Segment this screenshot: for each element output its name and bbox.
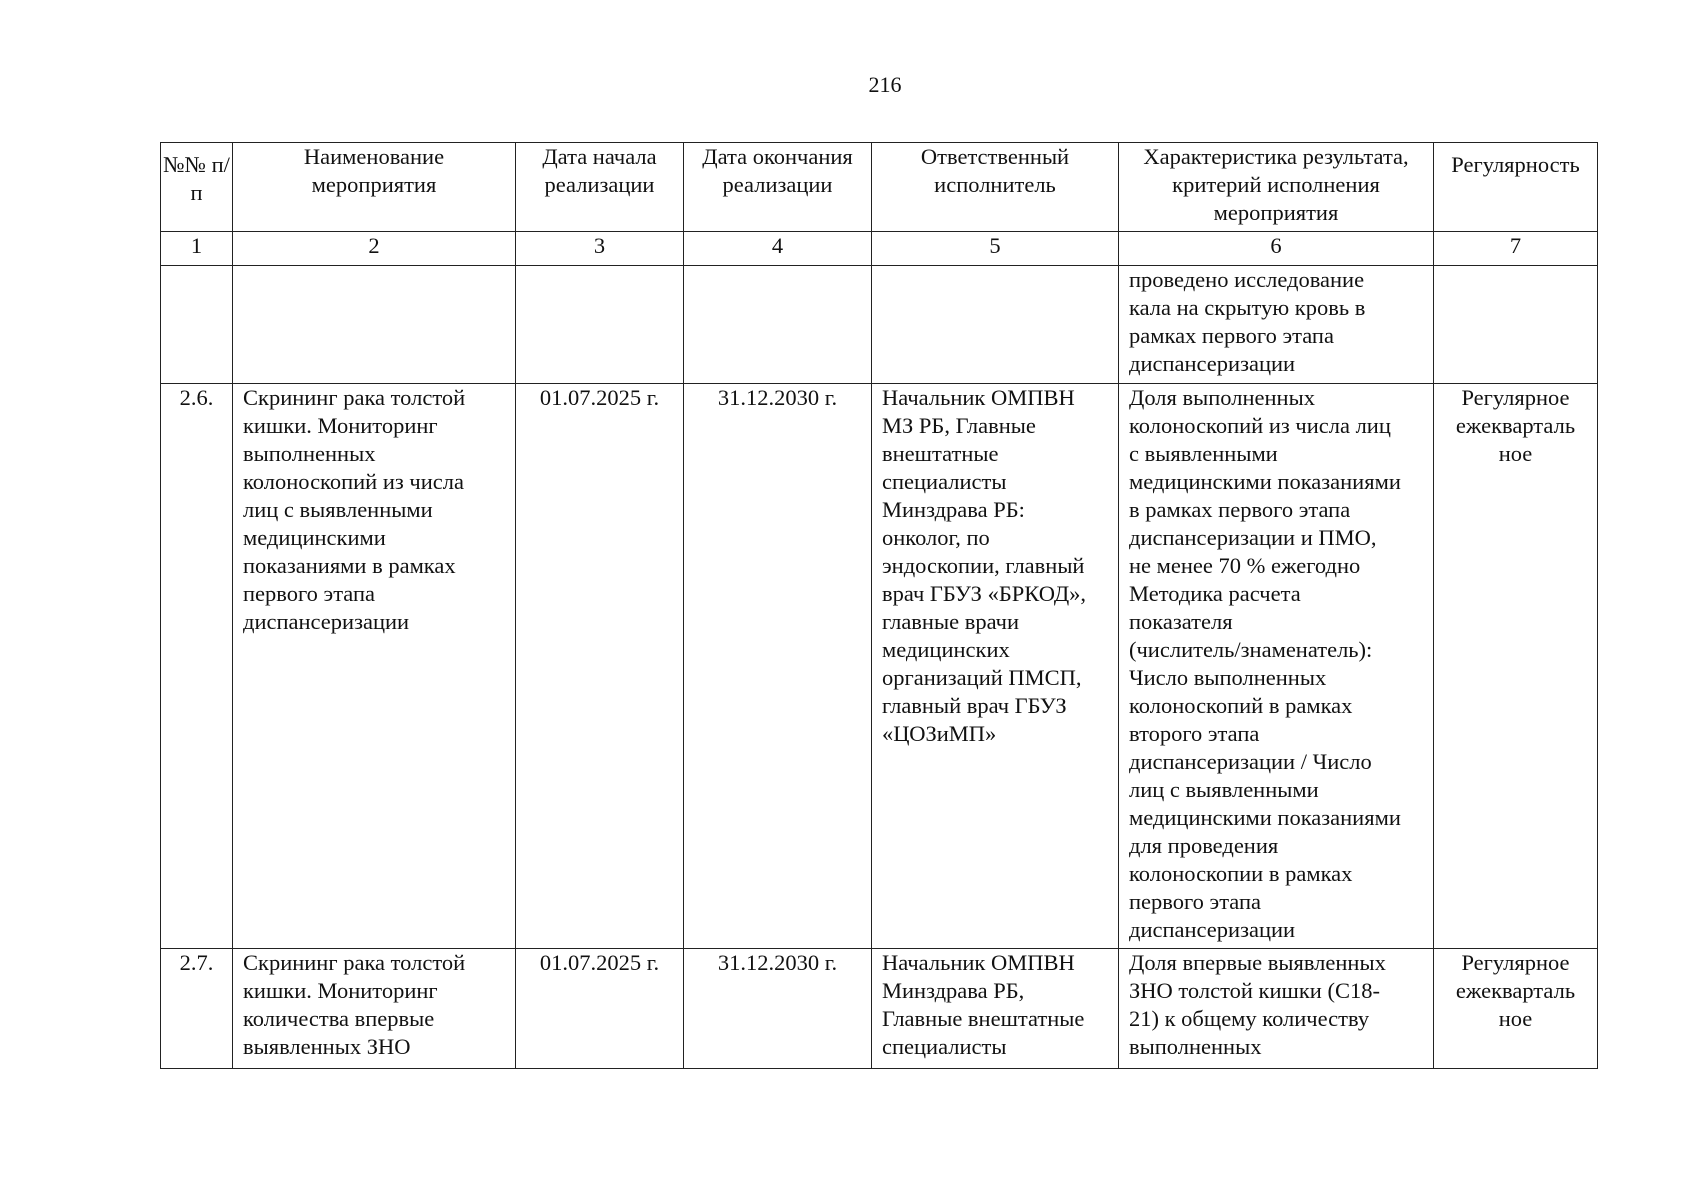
table-row: [161, 949, 1598, 1069]
cell-regularity: Регулярное ежекварталь ное: [1434, 949, 1598, 1069]
header-name: Наименование мероприятия: [233, 143, 516, 232]
cell-num: 2.7.: [161, 949, 233, 1069]
column-number: 2: [233, 232, 516, 266]
cell-start-date: 01.07.2025 г.: [516, 384, 684, 949]
cell-name: Скрининг рака толстой кишки. Мониторинг выполненных колоноскопий из числа лиц с выявленными медицинскими показаниями в рамках первого этапа диспансеризации: [233, 384, 516, 949]
table-row: [161, 384, 1598, 949]
cell-result: проведено исследование кала на скрытую кровь в рамках первого этапа диспансеризации: [1119, 266, 1434, 384]
cell-result: Доля впервые выявленных ЗНО толстой кишки (С18- 21) к общему количеству выполненных: [1119, 949, 1434, 1069]
header-regularity: Регулярность: [1434, 143, 1598, 232]
cell-responsible: Начальник ОМПВН МЗ РБ, Главные внештатные специалисты Минздрава РБ: онколог, по эндоскопии, главный врач ГБУЗ «БРКОД», главные врачи медицинских организаций ПМСП, главный врач ГБУЗ «ЦОЗиМП»: [872, 384, 1119, 949]
continuation-row: [161, 266, 1598, 384]
column-number: 7: [1434, 232, 1598, 266]
column-number: 6: [1119, 232, 1434, 266]
cell-start-date: [516, 266, 684, 384]
header-num: №№ п/п: [161, 143, 233, 232]
cell-end-date: [684, 266, 872, 384]
header-start-date: Дата начала реализации: [516, 143, 684, 232]
column-number: 4: [684, 232, 872, 266]
cell-regularity: [1434, 266, 1598, 384]
page-number: 216: [868, 72, 902, 97]
cell-start-date: 01.07.2025 г.: [516, 949, 684, 1069]
column-number: 1: [161, 232, 233, 266]
cell-name: Скрининг рака толстой кишки. Мониторинг количества впервые выявленных ЗНО: [233, 949, 516, 1069]
header-result: Характеристика результата, критерий исполнения мероприятия: [1119, 143, 1434, 232]
cell-num: [161, 266, 233, 384]
column-number-row: [161, 232, 1598, 266]
cell-name: [233, 266, 516, 384]
cell-responsible: [872, 266, 1119, 384]
cell-num: 2.6.: [161, 384, 233, 949]
column-number: 3: [516, 232, 684, 266]
header-responsible: Ответственный исполнитель: [872, 143, 1119, 232]
cell-result: Доля выполненных колоноскопий из числа лиц с выявленными медицинскими показаниями в рамках первого этапа диспансеризации и ПМО, не менее 70 % ежегодно Методика расчета показателя (числитель/знаменатель): Число выполненных колоноскопий в рамках второго этапа диспансеризации / Число лиц с выявленными медицинскими показаниями для проведения колоноскопии в рамках первого этапа диспансеризации: [1119, 384, 1434, 949]
action-plan-table: [160, 142, 1598, 1069]
cell-responsible: Начальник ОМПВН Минздрава РБ, Главные внештатные специалисты: [872, 949, 1119, 1069]
cell-regularity: Регулярное ежекварталь ное: [1434, 384, 1598, 949]
header-row: [161, 143, 1598, 232]
cell-end-date: 31.12.2030 г.: [684, 949, 872, 1069]
header-end-date: Дата окончания реализации: [684, 143, 872, 232]
cell-end-date: 31.12.2030 г.: [684, 384, 872, 949]
column-number: 5: [872, 232, 1119, 266]
